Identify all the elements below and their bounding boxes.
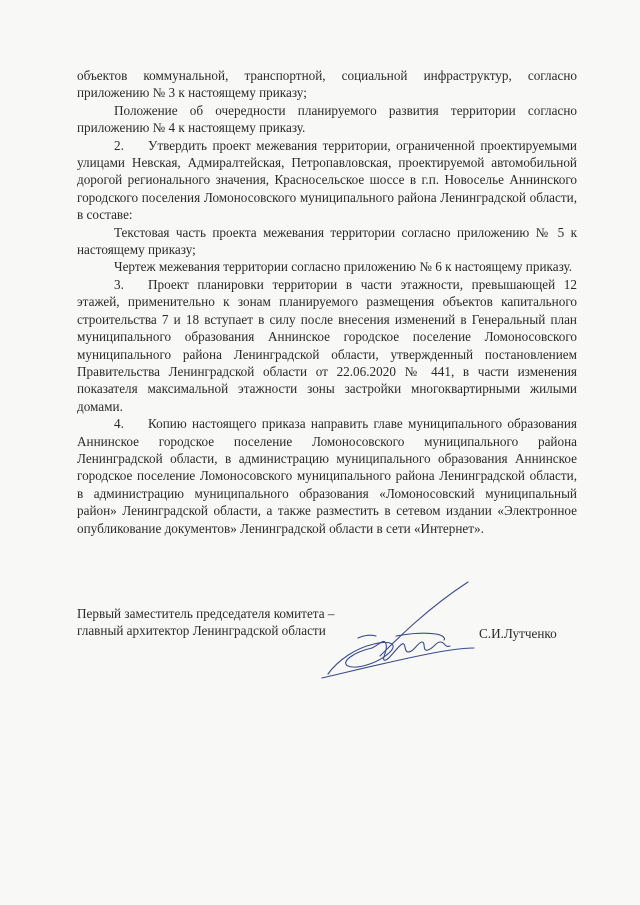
item-text: Проект планировки территории в части этажности, превышающей 12 этажей, применительно к зонам планируемого размещения объектов капитального строительства 7 и 18 вступает в силу после внесения изменений в Генеральный план муниципального образования Аннинское городское поселение Ломоносовского муниципального района Ленинградской области, утвержденный постановлением Правительства Ленинградской области от 22.06.2020 № 441, в части изменения показателя максимальной этажности зоны застройки многоквартирными жилыми домами. [77,276,577,414]
paragraph-appendix-5: Текстовая часть проекта межевания территории согласно приложению № 5 к настоящему приказу; [77,224,577,258]
document-body [77,67,577,537]
paragraph-appendix-3: объектов коммунальной, транспортной, социальной инфраструктур, согласно приложению № 3 к настоящему приказу; [77,68,577,101]
item-text: Копию настоящего приказа направить главе муниципального образования Аннинское городское поселение Ломоносовского муниципального района Ленинградской области, в администрацию муниципального образования Аннинское городское поселение Ломоносовского муниципального района Ленинградской области, в администрацию муниципального образования «Ломоносовский муниципальный район» Ленинградской области, а также разместить в сетевом издании «Электронное опубликование документов» Ленинградской области в сети «Интернет». [77,416,577,536]
paragraph-item-2 [77,137,577,224]
item-number: 3. [114,276,124,292]
item-number: 2. [114,137,124,153]
position-line-1: Первый заместитель председателя комитета – [77,606,335,621]
position-line-2: главный архитектор Ленинградской области [77,623,326,639]
paragraph-item-3 [77,276,577,415]
signatory-name: С.И.Лутченко [479,626,557,641]
paragraph-appendix-4: Положение об очередности планируемого развития территории согласно приложению № 4 к настоящему приказу. [77,102,577,136]
paragraph-appendix-6: Чертеж межевания территории согласно приложению № 6 к настоящему приказу. [114,259,573,275]
paragraph-item-4 [77,415,577,537]
handwritten-signature [318,578,478,688]
item-number: 4. [114,416,124,432]
item-text: Утвердить проект межевания территории, ограниченной проектируемыми улицами Невская, Адмиралтейская, Петропавловская, проектируемой автомобильной дорогой регионального значения, Красносельское шоссе в г.п. Новоселье Аннинского городского поселения Ломоносовского муниципального района Ленинградской области, в составе: [77,137,577,223]
